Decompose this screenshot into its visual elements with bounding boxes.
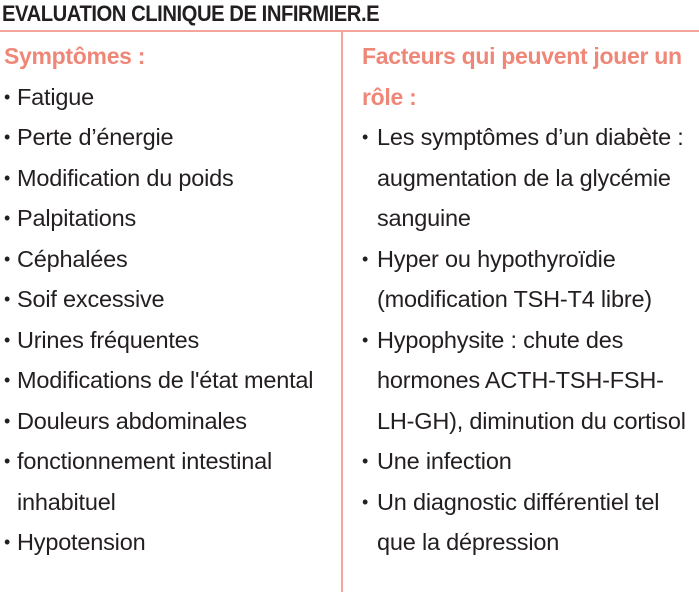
list-item-text: Hyper ou hypothyroïdie (modification TSH-T4 libre): [377, 245, 652, 312]
list-item: [4, 198, 339, 239]
bullet-icon: •: [4, 532, 11, 552]
bullet-icon: •: [362, 491, 369, 512]
bullet-icon: •: [4, 289, 11, 309]
list-item: [362, 117, 699, 239]
list-item: [4, 117, 339, 158]
bullet-icon: •: [4, 127, 11, 147]
list-item-text: Modifications de l'état mental: [17, 367, 314, 393]
list-item: [362, 239, 699, 320]
symptoms-column: [4, 36, 339, 563]
bullet-icon: •: [4, 167, 11, 188]
bullet-icon: •: [362, 329, 369, 350]
list-item: [4, 401, 339, 442]
factors-column: [362, 36, 699, 563]
list-item: [4, 77, 339, 118]
list-item: [4, 320, 339, 361]
list-item-text: Modification du poids: [17, 164, 234, 191]
list-item: [4, 279, 339, 320]
bullet-icon: •: [4, 329, 11, 350]
bullet-icon: •: [4, 208, 11, 228]
list-item-text: Urines fréquentes: [17, 326, 200, 353]
bullet-icon: •: [362, 127, 369, 147]
list-item-text: Un diagnostic différentiel tel que la dépression: [377, 488, 660, 555]
bullet-icon: •: [4, 248, 11, 269]
list-item: [4, 522, 339, 563]
bullet-icon: •: [4, 86, 11, 107]
bullet-icon: •: [4, 451, 11, 471]
bullet-icon: •: [4, 370, 11, 390]
symptoms-heading: Symptômes :: [4, 43, 146, 69]
list-item: [4, 360, 339, 401]
list-item: [362, 320, 699, 442]
bullet-icon: •: [362, 248, 369, 269]
list-item-text: Les symptômes d’un diabète : augmentation de la glycémie sanguine: [377, 124, 684, 231]
list-item: [362, 482, 699, 563]
list-item: [4, 239, 339, 280]
list-item: [4, 441, 339, 522]
list-item-text: Hypophysite : chute des hormones ACTH-TSH-FSH-LH-GH), diminution du cortisol: [377, 326, 686, 434]
list-item-text: Hypotension: [17, 529, 146, 555]
list-item-text: Fatigue: [17, 83, 94, 110]
list-item: [4, 158, 339, 199]
page-title: EVALUATION CLINIQUE DE INFIRMIER.E: [2, 1, 380, 26]
list-item-text: Soif excessive: [17, 286, 165, 312]
list-item-text: Céphalées: [17, 245, 128, 272]
list-item-text: fonctionnement intestinal inhabituel: [17, 448, 272, 515]
column-divider: [341, 32, 343, 592]
symptoms-list: [4, 77, 339, 563]
factors-heading: Facteurs qui peuvent jouer un rôle :: [362, 43, 682, 110]
bullet-icon: •: [362, 451, 369, 471]
list-item-text: Douleurs abdominales: [17, 407, 247, 434]
header-divider: [0, 30, 699, 32]
list-item-text: Une infection: [377, 448, 512, 474]
list-item-text: Palpitations: [17, 205, 137, 231]
factors-list: [362, 117, 699, 563]
list-item: [362, 441, 699, 482]
bullet-icon: •: [4, 410, 11, 431]
list-item-text: Perte d’énergie: [17, 124, 174, 150]
